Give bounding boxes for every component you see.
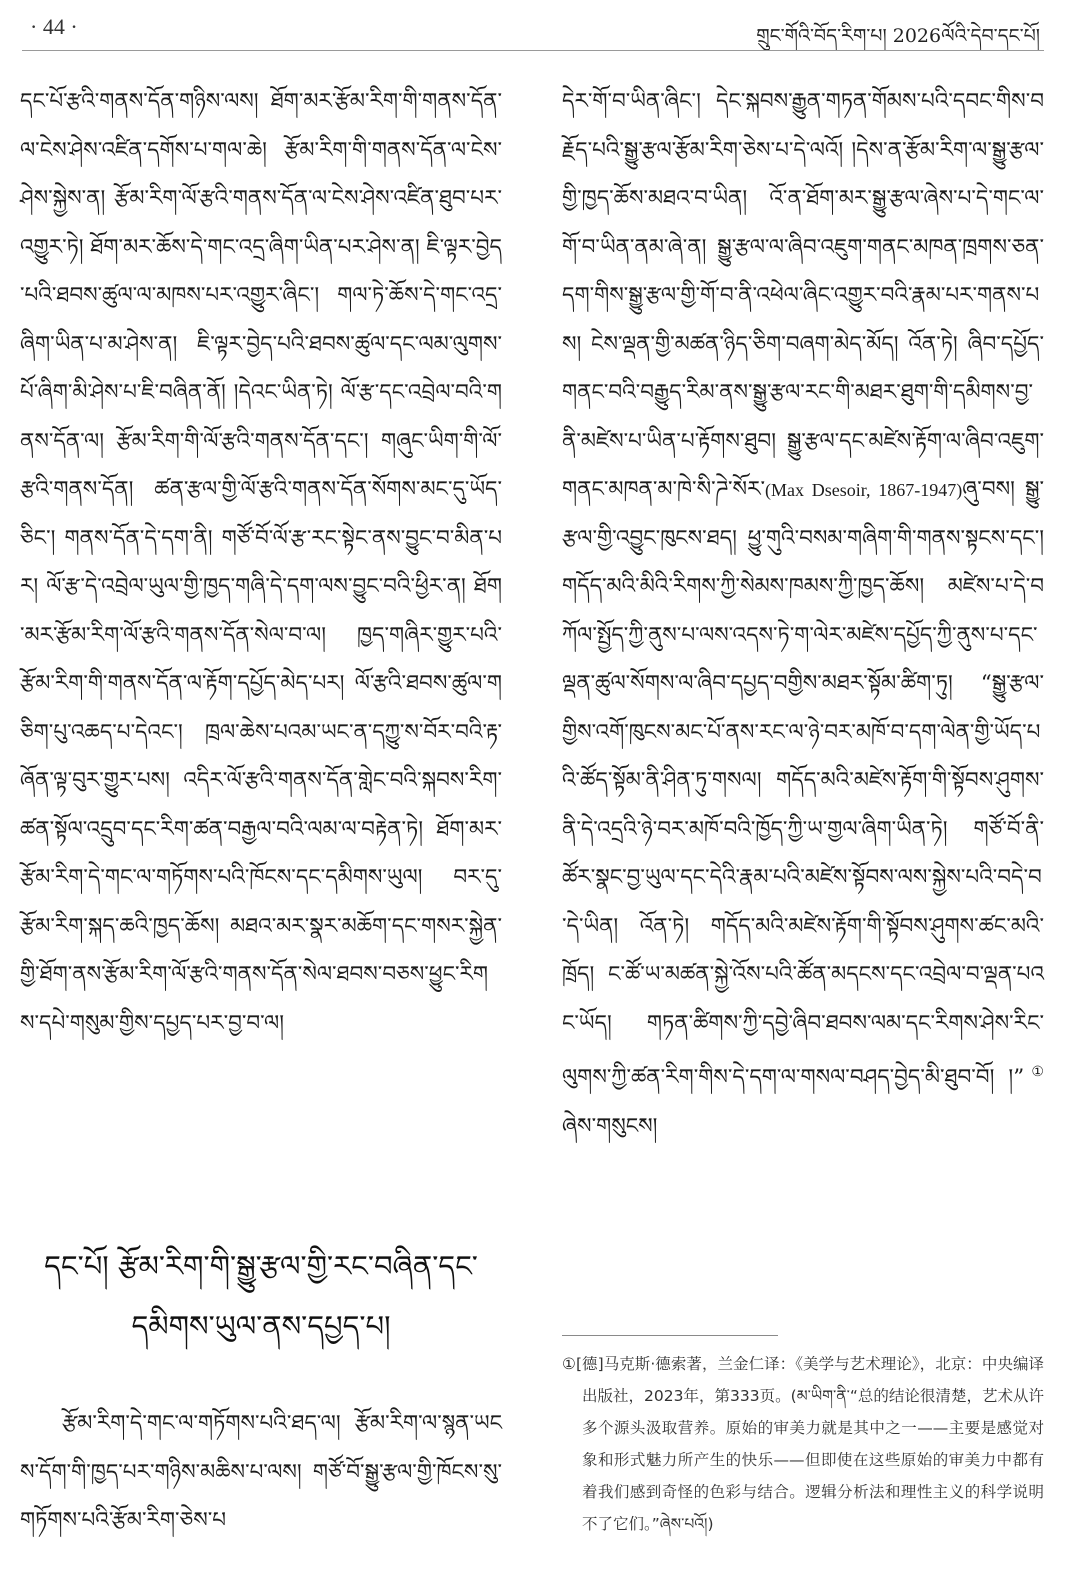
body-paragraph <box>562 78 1044 1151</box>
left-column <box>20 78 502 1048</box>
footnote-marker: ① <box>562 1355 576 1373</box>
body-text: ཞེས་གསུངས། <box>562 1113 658 1139</box>
body-paragraph: རྩོམ་རིག་དེ་གང་ལ་གཏོགས་པའི་ཐད་ལ། རྩོམ་རིག་ལ་སྙན་ཡངས་དོག་གི་ཁྱད་པར་གཉིས་མཆིས་པ་ལས། གཙོ་བོ་སྒྱུ་རྩལ་གྱི་ཁོངས་སུ་གཏོགས་པའི་རྩོམ་རིག་ཅེས་པ <box>20 1411 502 1533</box>
footnote-ref[interactable]: ① <box>1024 1064 1044 1080</box>
journal-title: གྲུང་གོའི་བོད་རིག་པ། 2026ལོའི་དེབ་དང་པོ། <box>756 25 1040 47</box>
body-paragraph: དང་པོ་རྩའི་གནས་དོན་གཉིས་ལས། ཐོག་མར་རྩོམ་རིག་གི་གནས་དོན་ལ་ངེས་ཤེས་འཛིན་དགོས་པ་གལ་ཆེ། རྩོམ་རིག་གི་གནས་དོན་ལ་ངེས་ཤེས་སྐྱེས་ན། རྩོམ་རིག་ལོ་རྩའི་གནས་དོན་ལ་ངེས་ཤེས་འཛིན་ཐུབ་པར་འགྱུར་ཏེ། ཐོག་མར་ཆོས་དེ་གང་འདྲ་ཞིག་ཡིན་པར་ཤེས་ན། ཇི་ལྟར་བྱེད་པའི་ཐབས་ཚུལ་ལ་མཁས་པར་འགྱུར་ཞིང་། གལ་ཏེ་ཆོས་དེ་གང་འདྲ་ཞིག་ཡིན་པ་མ་ཤེས་ན། ཇི་ལྟར་བྱེད་པའི་ཐབས་ཚུལ་དང་ལམ་ལུགས་པོ་ཞིག་མི་ཤེས་པ་ཇི་བཞིན་ནོ། །དེའང་ཡིན་ཏེ། ལོ་རྩ་དང་འབྲེལ་བའི་གནས་དོན་ལ། རྩོམ་རིག་གི་ལོ་རྩའི་གནས་དོན་དང་། གཞུང་ཡིག་གི་ལོ་རྩའི་གནས་དོན། ཚན་རྩལ་གྱི་ལོ་རྩའི་གནས་དོན་སོགས་མང་དུ་ཡོད་ཅིང་། གནས་དོན་དེ་དག་ནི། གཙོ་བོ་ལོ་རྩ་རང་སྟེང་ནས་བྱུང་བ་མིན་པར། ལོ་རྩ་དེ་འབྲེལ་ཡུལ་གྱི་ཁྱད་གཞི་དེ་དག་ལས་བྱུང་བའི་ཕྱིར་ན། ཐོག་མར་རྩོམ་རིག་ལོ་རྩའི་གནས་དོན་སེལ་བ་ལ། ཁྱད་གཞིར་གྱུར་པའི་རྩོམ་རིག་གི་གནས་དོན་ལ་རྟོག་དཔྱོད་མེད་པར། ལོ་རྩའི་ཐབས་ཚུལ་གཅིག་པུ་འཆད་པ་དེའང་། ཁྲལ་ཆེས་པའམ་ཡང་ན་དཀྱུ་ས་བོར་བའི་རྟ་ཞོན་ལྟ་བུར་གྱུར་པས། འདིར་ལོ་རྩའི་གནས་དོན་གླེང་བའི་སྐབས་རིག་ཚན་སྟོལ་འདྲུབ་དང་རིག་ཚན་བརྒྱལ་བའི་ལམ་ལ་བརྟེན་ཏེ། ཐོག་མར་རྩོམ་རིག་དེ་གང་ལ་གཏོགས་པའི་ཁོངས་དང་དམིགས་ཡུལ། བར་དུ་རྩོམ་རིག་སྐད་ཆའི་ཁྱད་ཆོས། མཐའ་མར་སྣར་མཆོག་དང་གསར་སྐྱེན་གྱི་ཐོག་ནས་རྩོམ་རིག་ལོ་རྩའི་གནས་དོན་སེལ་ཐབས་བཅས་ཕྱུང་རིགས་དཔེ་གསུམ་གྱིས་དཔྱད་པར་བྱ་བ་ལ། <box>20 89 502 1036</box>
page-number: · 44 · <box>30 14 78 39</box>
body-text: དེར་གོ་བ་ཡིན་ཞིང་། དེང་སྐབས་རྒྱུན་གཏན་གོམས་པའི་དབང་གིས་བརྗོད་པའི་སྒྱུ་རྩལ་རྩོམ་རིག་ཅེས་པ་དེ་ལའོ། །དེས་ན་རྩོམ་རིག་ལ་སྒྱུ་རྩལ་གྱི་ཁྱད་ཆོས་མཐའ་བ་ཡིན། འོ་ན་ཐོག་མར་སྒྱུ་རྩལ་ཞེས་པ་དེ་གང་ལ་གོ་བ་ཡིན་ནམ་ཞེ་ན། སྒྱུ་རྩལ་ལ་ཞིབ་འཇུག་གནང་མཁན་ཁྲགས་ཅན་དག་གིས་སྒྱུ་རྩལ་གྱི་གོ་བ་ནི་འཕེལ་ཞིང་འགྱུར་བའི་རྣམ་པར་གནས་པས། ངེས་ལྡན་གྱི་མཚན་ཉིད་ཅིག་བཞག་མེད་མོད། འོན་ཏེ། ཞིབ་དཔྱོད་གནང་བའི་བརྒྱུད་རིམ་ནས་སྒྱུ་རྩལ་རང་གི་མཐར་ཐུག་གི་དམིགས་བྱ་ནི་མཛེས་པ་ཡིན་པ་རྟོགས་ཐུབ། སྒྱུ་རྩལ་དང་མཛེས་རྟོག་ལ་ཞིབ་འཇུག་གནང་མཁན་མ་ཁེ་སི་ཌེ་སོར་ <box>562 89 1044 502</box>
section-heading: དང་པོ། རྩོམ་རིག་གི་སྒྱུ་རྩལ་གྱི་རང་བཞིན་དང་དམིགས་ཡུལ་ནས་དཔྱད་པ། <box>44 1249 478 1343</box>
left-column-after-heading <box>20 1400 502 1546</box>
footnote <box>562 1348 1044 1540</box>
latin-name: (Max Dsesoir, 1867-1947) <box>764 480 963 500</box>
right-column <box>562 78 1044 1151</box>
header-divider <box>22 50 1044 51</box>
body-text: ཞུ་བས། སྒྱུ་རྩལ་གྱི་འབྱུང་ཁུངས་ཐད། ཕྱུ་གུའི་བསམ་གཞིག་གི་གནས་སྟངས་དང་། གདོད་མའི་མིའི་རིགས་ཀྱི་སེམས་ཁམས་ཀྱི་ཁྱད་ཆོས། མཛེས་པ་དེ་བཀོལ་སྤྱོད་ཀྱི་ནུས་པ་ལས་འདས་ཏེ་ག་ལེར་མཛེས་དཔྱོད་ཀྱི་ནུས་པ་དང་ལྡན་ཚུལ་སོགས་ལ་ཞིབ་དཔྱད་བགྱིས་མཐར་སྟོམ་ཚིག་ཏུ། <box>562 477 1044 696</box>
footnote-divider <box>562 1335 778 1336</box>
block-quote: “སྒྱུ་རྩལ་གྱིས་འགོ་ཁུངས་མང་པོ་ནས་རང་ལ་ཉེ་བར་མཁོ་བ་དག་ལེན་གྱི་ཡོད་པའི་ཚོད་སྟོམ་ནི་ཤིན་ཏུ་གསལ། གདོད་མའི་མཛེས་རྟོག་གི་སྟོབས་ཤུགས་ནི་དེ་འདྲའི་ཉེ་བར་མཁོ་བའི་ཁྱོད་ཀྱི་ཡ་གྱལ་ཞིག་ཡིན་ཏེ། གཙོ་བོ་ནི་ཚོར་སྣང་བྱ་ཡུལ་དང་དེའི་རྣམ་པའི་མཛེས་སྟོབས་ལས་སྐྱེས་པའི་བདེ་བ་དེ་ཡིན། འོན་ཏེ། གདོད་མའི་མཛེས་རྟོག་གི་སྟོབས་ཤུགས་ཚང་མའི་ཁྲོད། ང་ཚོ་ཡ་མཚན་སྐྱེ་འོས་པའི་ཚོན་མདངས་དང་འབྲེལ་བ་ལྡན་པའང་ཡོད། གཏན་ཚིགས་ཀྱི་དབྱེ་ཞིབ་ཐབས་ལམ་དང་རིགས་ཤེས་རིང་ལུགས་ཀྱི་ཚན་རིག་གིས་དེ་དག་ལ་གསལ་བཤད་བྱེད་མི་ཐུབ་བོ། །” <box>562 671 1044 1091</box>
running-header <box>22 8 1044 48</box>
footnote-text: [德]马克斯·德索著，兰金仁译：《美学与艺术理论》，北京：中央编译出版社，2023年，第333页。(མ་ཡིག་ནི་“总的结论很清楚，艺术从许多个源头汲取营养。原始的审美力就是其中之一——主要是感觉对象和形式魅力所产生的快乐——但即使在这些原始的审美力中都有着我们感到奇怪的色彩与结合。逻辑分析法和理性主义的科学说明不了它们。”ཞེས་པའོ།) <box>575 1355 1044 1533</box>
footnote-body <box>562 1348 1044 1540</box>
